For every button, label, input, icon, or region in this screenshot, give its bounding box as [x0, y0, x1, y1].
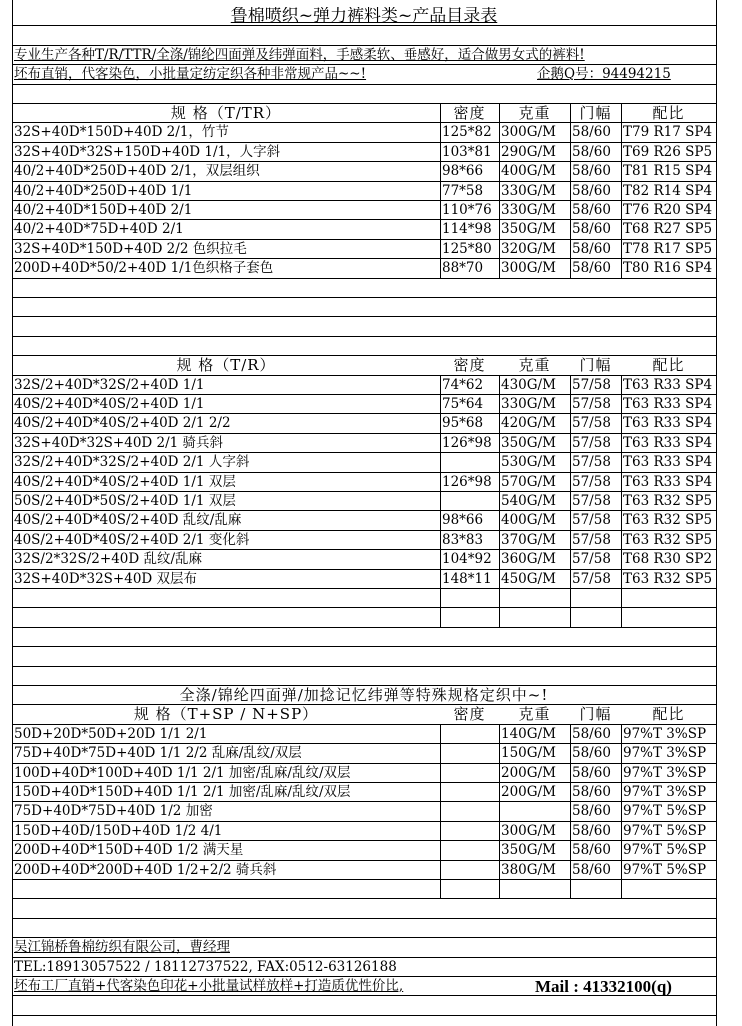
table-cell: 104*92 — [442, 551, 492, 567]
column-line — [440, 258, 441, 278]
column-line — [570, 860, 571, 879]
column-line — [570, 821, 571, 840]
table-cell: 58/60 — [572, 784, 611, 800]
column-line — [499, 782, 500, 801]
column-line — [499, 801, 500, 821]
footer-contact: TEL:18913057522 / 18112737522, FAX:0512-63126188 — [14, 959, 397, 975]
table-cell: 40/2+40D*75D+40D 2/1 — [14, 221, 184, 237]
table-cell: 40S/2+40D*40S/2+40D 1/1 双层 — [14, 474, 236, 490]
column-line — [621, 161, 622, 181]
row-line — [12, 1015, 716, 1016]
table-cell: T79 R17 SP4 — [623, 124, 713, 140]
column-line — [499, 724, 500, 743]
column-line — [440, 724, 441, 743]
column-line — [499, 200, 500, 219]
table-cell: 400G/M — [501, 163, 556, 179]
column-line — [499, 840, 500, 860]
table-cell: 77*58 — [442, 183, 484, 199]
column-header: 密度 — [453, 705, 486, 723]
table-cell: 40S/2+40D*40S/2+40D 乱纹/乱麻 — [14, 512, 242, 528]
table-cell: T68 R30 SP2 — [623, 551, 713, 567]
column-line — [570, 161, 571, 181]
column-line — [499, 860, 500, 879]
table-cell: 40/2+40D*250D+40D 1/1 — [14, 183, 193, 199]
table-cell: 58/60 — [572, 221, 611, 237]
table-cell: 200G/M — [501, 784, 556, 800]
table-cell: 50S/2+40D*50S/2+40D 1/1 双层 — [14, 493, 236, 509]
row-line — [12, 607, 716, 608]
table-cell: T81 R15 SP4 — [623, 163, 713, 179]
table-cell: 97%T 5%SP — [623, 803, 707, 819]
table-cell: 58/60 — [572, 803, 611, 819]
column-line — [570, 122, 571, 142]
column-header: 配比 — [652, 705, 685, 723]
column-line — [440, 569, 441, 588]
column-line — [621, 588, 622, 607]
column-header: 门幅 — [579, 104, 612, 122]
table-cell: 530G/M — [501, 454, 556, 470]
column-line — [440, 879, 441, 898]
column-header: 克重 — [518, 104, 551, 122]
table-cell: 57/58 — [572, 454, 611, 470]
column-line — [440, 530, 441, 549]
column-line — [621, 530, 622, 549]
table-cell: 57/58 — [572, 493, 611, 509]
table-cell: 450G/M — [501, 571, 556, 587]
column-header: 门幅 — [579, 356, 612, 374]
column-line — [499, 181, 500, 200]
table-cell: T82 R14 SP4 — [623, 183, 713, 199]
column-line — [440, 763, 441, 782]
column-line — [440, 821, 441, 840]
table-cell: 430G/M — [501, 377, 556, 393]
table-cell: 32S/2+40D*32S/2+40D 1/1 — [14, 377, 205, 393]
column-line — [621, 724, 622, 743]
table-cell: 32S+40D*32S+40D 2/1 骑兵斜 — [14, 435, 224, 451]
column-line — [499, 472, 500, 491]
row-line — [12, 898, 716, 899]
column-line — [440, 181, 441, 200]
row-line — [12, 84, 716, 85]
table-cell: 83*83 — [442, 532, 484, 548]
column-line — [621, 413, 622, 433]
table-cell: 58/60 — [572, 124, 611, 140]
table-cell: T63 R33 SP4 — [623, 415, 713, 431]
column-line — [499, 821, 500, 840]
column-line — [621, 122, 622, 142]
table-cell: T63 R33 SP4 — [623, 396, 713, 412]
column-line — [570, 782, 571, 801]
column-line — [570, 801, 571, 821]
column-line — [570, 510, 571, 530]
column-line — [440, 239, 441, 258]
table-cell: 75D+40D*75D+40D 1/2 加密 — [14, 803, 213, 819]
column-line — [499, 258, 500, 278]
table-cell: 57/58 — [572, 551, 611, 567]
column-line — [499, 491, 500, 510]
column-header: 克重 — [518, 356, 551, 374]
table-cell: 380G/M — [501, 862, 556, 878]
table-cell: 350G/M — [501, 221, 556, 237]
sheet-right-border — [716, 0, 717, 1026]
table-cell: 570G/M — [501, 474, 556, 490]
column-line — [440, 161, 441, 181]
column-line — [440, 782, 441, 801]
column-line — [570, 239, 571, 258]
table-cell: T63 R33 SP4 — [623, 377, 713, 393]
column-line — [570, 763, 571, 782]
table-cell: 57/58 — [572, 532, 611, 548]
column-line — [499, 413, 500, 433]
column-line — [440, 200, 441, 219]
column-line — [440, 375, 441, 394]
column-line — [621, 569, 622, 588]
column-header: 配比 — [652, 104, 685, 122]
column-line — [570, 549, 571, 569]
column-line — [570, 472, 571, 491]
column-line — [440, 103, 441, 122]
table-cell: 200D+40D*200D+40D 1/2+2/2 骑兵斜 — [14, 862, 277, 878]
table-cell: 97%T 5%SP — [623, 842, 707, 858]
table-cell: T63 R32 SP5 — [623, 532, 713, 548]
column-line — [570, 491, 571, 510]
column-line — [570, 840, 571, 860]
column-header: 密度 — [453, 104, 486, 122]
table-cell: 58/60 — [572, 765, 611, 781]
column-line — [621, 219, 622, 239]
column-line — [570, 743, 571, 763]
column-line — [570, 394, 571, 413]
column-line — [570, 879, 571, 898]
table-cell: 40/2+40D*250D+40D 2/1，双层组织 — [14, 163, 260, 179]
table-cell: 330G/M — [501, 202, 556, 218]
intro-qq: 企鹅Q号：94494215 — [537, 66, 671, 82]
table-cell: 97%T 3%SP — [623, 726, 707, 742]
table-cell: 58/60 — [572, 726, 611, 742]
table-cell: 75D+40D*75D+40D 1/1 2/2 乱麻/乱纹/双层 — [14, 745, 302, 761]
table-cell: 32S+40D*32S+40D 双层布 — [14, 571, 198, 587]
column-line — [440, 607, 441, 627]
table-cell: 200G/M — [501, 765, 556, 781]
column-line — [499, 219, 500, 239]
table-cell: T63 R32 SP5 — [623, 493, 713, 509]
column-line — [621, 840, 622, 860]
column-line — [440, 801, 441, 821]
column-line — [440, 142, 441, 161]
column-line — [440, 219, 441, 239]
row-line — [12, 316, 716, 317]
table-cell: 300G/M — [501, 823, 556, 839]
table-cell: 32S+40D*150D+40D 2/2 色织拉毛 — [14, 241, 247, 257]
column-line — [499, 569, 500, 588]
column-header: 克重 — [518, 705, 551, 723]
column-line — [621, 181, 622, 200]
row-line — [12, 627, 716, 628]
footer-slogan: 坯布工厂直销+代客染色印花+小批量试样放样+打造质优性价比, — [14, 978, 404, 994]
table-cell: 57/58 — [572, 435, 611, 451]
table-cell: 100D+40D*100D+40D 1/1 2/1 加密/乱麻/乱纹/双层 — [14, 765, 351, 781]
column-header: 门幅 — [579, 705, 612, 723]
column-line — [570, 142, 571, 161]
table-cell: 97%T 3%SP — [623, 784, 707, 800]
column-line — [621, 433, 622, 452]
table-cell: 350G/M — [501, 435, 556, 451]
column-line — [621, 821, 622, 840]
table-cell: 126*98 — [442, 474, 492, 490]
table-cell: 150D+40D/150D+40D 1/2 4/1 — [14, 823, 223, 839]
table-cell: 74*62 — [442, 377, 484, 393]
table-cell: 57/58 — [572, 396, 611, 412]
column-header: 规 格（T+SP / N+SP） — [133, 705, 319, 723]
column-line — [570, 103, 571, 122]
table-cell: 58/60 — [572, 260, 611, 276]
column-line — [621, 103, 622, 122]
intro-line-1: 专业生产各种T/R/TTR/全涤/锦纶四面弹及纬弹面料，手感柔软、垂感好，适合做男女式的裤料! — [14, 47, 585, 63]
table-cell: 98*66 — [442, 512, 484, 528]
table-cell: 58/60 — [572, 823, 611, 839]
column-line — [440, 452, 441, 472]
table-cell: 125*80 — [442, 241, 492, 257]
column-line — [621, 200, 622, 219]
sheet-left-border — [12, 0, 13, 1026]
table-cell: 300G/M — [501, 124, 556, 140]
column-line — [440, 510, 441, 530]
page-title: 鲁棉喷织~弹力裤料类~产品目录表 — [230, 7, 498, 26]
column-line — [570, 258, 571, 278]
column-line — [621, 510, 622, 530]
table-cell: 110*76 — [442, 202, 492, 218]
table-cell: 57/58 — [572, 415, 611, 431]
table-cell: T63 R33 SP4 — [623, 435, 713, 451]
column-line — [621, 743, 622, 763]
column-line — [570, 413, 571, 433]
column-line — [499, 452, 500, 472]
table-cell: 58/60 — [572, 862, 611, 878]
table-cell: 370G/M — [501, 532, 556, 548]
column-line — [621, 258, 622, 278]
column-line — [440, 472, 441, 491]
table-cell: 400G/M — [501, 512, 556, 528]
column-line — [570, 181, 571, 200]
table-cell: 320G/M — [501, 241, 556, 257]
table-cell: T63 R32 SP5 — [623, 571, 713, 587]
column-line — [570, 588, 571, 607]
table-cell: 57/58 — [572, 571, 611, 587]
table-cell: 150D+40D*150D+40D 1/1 2/1 加密/乱麻/乱纹/双层 — [14, 784, 351, 800]
table-cell: 140G/M — [501, 726, 556, 742]
table-cell: T68 R27 SP5 — [623, 221, 713, 237]
table-cell: 350G/M — [501, 842, 556, 858]
column-line — [621, 375, 622, 394]
table-cell: 330G/M — [501, 396, 556, 412]
column-line — [621, 763, 622, 782]
column-line — [440, 840, 441, 860]
table-cell: 58/60 — [572, 183, 611, 199]
row-line — [12, 918, 716, 919]
table-cell: 40/2+40D*150D+40D 2/1 — [14, 202, 193, 218]
column-line — [621, 142, 622, 161]
table-cell: 58/60 — [572, 202, 611, 218]
table-cell: 97%T 5%SP — [623, 862, 707, 878]
table-cell: 58/60 — [572, 144, 611, 160]
table-cell: 58/60 — [572, 163, 611, 179]
table-cell: T80 R16 SP4 — [623, 260, 713, 276]
column-line — [440, 433, 441, 452]
column-line — [570, 433, 571, 452]
column-line — [499, 375, 500, 394]
table-cell: 126*98 — [442, 435, 492, 451]
column-line — [499, 239, 500, 258]
table-cell: 330G/M — [501, 183, 556, 199]
row-line — [12, 336, 716, 337]
table-cell: T63 R33 SP4 — [623, 454, 713, 470]
column-line — [440, 860, 441, 879]
column-line — [570, 200, 571, 219]
column-line — [499, 103, 500, 122]
table-cell: T78 R17 SP5 — [623, 241, 713, 257]
table-cell: T63 R33 SP4 — [623, 474, 713, 490]
column-header: 配比 — [652, 356, 685, 374]
table-cell: 32S+40D*150D+40D 2/1，竹节 — [14, 124, 229, 140]
table-cell: 40S/2+40D*40S/2+40D 2/1 变化斜 — [14, 532, 250, 548]
table-cell: 40S/2+40D*40S/2+40D 1/1 — [14, 396, 205, 412]
column-line — [440, 394, 441, 413]
column-line — [570, 607, 571, 627]
column-line — [621, 607, 622, 627]
column-line — [499, 433, 500, 452]
table-cell: 290G/M — [501, 144, 556, 160]
column-line — [621, 879, 622, 898]
column-line — [621, 782, 622, 801]
table-cell: 57/58 — [572, 474, 611, 490]
table-cell: 32S/2+40D*32S/2+40D 2/1 人字斜 — [14, 454, 250, 470]
column-line — [570, 375, 571, 394]
table-cell: 98*66 — [442, 163, 484, 179]
column-line — [570, 530, 571, 549]
table-cell: 150G/M — [501, 745, 556, 761]
table-cell: 360G/M — [501, 551, 556, 567]
table-cell: T63 R32 SP5 — [623, 512, 713, 528]
column-line — [440, 122, 441, 142]
column-line — [499, 549, 500, 569]
table-cell: 57/58 — [572, 512, 611, 528]
column-line — [499, 122, 500, 142]
column-line — [440, 491, 441, 510]
table-cell: 88*70 — [442, 260, 484, 276]
table-cell: 97%T 3%SP — [623, 765, 707, 781]
table-cell: 57/58 — [572, 377, 611, 393]
table-cell: 103*81 — [442, 144, 492, 160]
footer-mail: Mail : 41332100(q) — [535, 977, 672, 996]
column-line — [499, 588, 500, 607]
row-line — [12, 297, 716, 298]
table-cell: 97%T 5%SP — [623, 823, 707, 839]
intro-line-2: 坯布直销，代客染色，小批量定纺定织各种非常规产品~~! — [14, 66, 367, 82]
column-line — [499, 161, 500, 181]
column-line — [499, 879, 500, 898]
row-line — [12, 666, 716, 667]
table-cell: 300G/M — [501, 260, 556, 276]
column-line — [570, 724, 571, 743]
column-header: 规 格（T/TR） — [170, 104, 282, 122]
table-cell: 58/60 — [572, 241, 611, 257]
column-line — [499, 763, 500, 782]
table-cell: 540G/M — [501, 493, 556, 509]
table-cell: T76 R20 SP4 — [623, 202, 713, 218]
table-cell: 58/60 — [572, 745, 611, 761]
table-cell: 200D+40D*150D+40D 1/2 满天星 — [14, 842, 244, 858]
column-line — [621, 491, 622, 510]
column-line — [621, 394, 622, 413]
table-cell: 420G/M — [501, 415, 556, 431]
column-header: 密度 — [453, 356, 486, 374]
column-line — [570, 452, 571, 472]
table-cell: 32S/2*32S/2+40D 乱纹/乱麻 — [14, 551, 203, 567]
table-cell: 200D+40D*50/2+40D 1/1色织格子套色 — [14, 260, 274, 276]
column-line — [621, 860, 622, 879]
column-line — [621, 472, 622, 491]
column-line — [499, 394, 500, 413]
column-line — [570, 219, 571, 239]
section-caption: 全涤/锦纶四面弹/加捻记忆纬弹等特殊规格定织中~! — [179, 686, 549, 704]
column-line — [621, 239, 622, 258]
column-header: 规 格（T/R） — [176, 356, 276, 374]
column-line — [570, 569, 571, 588]
column-line — [499, 743, 500, 763]
column-line — [621, 801, 622, 821]
column-line — [440, 413, 441, 433]
column-line — [499, 510, 500, 530]
table-cell: 125*82 — [442, 124, 492, 140]
table-cell: 32S+40D*32S+150D+40D 1/1，人字斜 — [14, 144, 281, 160]
table-cell: 40S/2+40D*40S/2+40D 2/1 2/2 — [14, 415, 231, 431]
column-line — [499, 530, 500, 549]
column-line — [440, 549, 441, 569]
table-cell: 50D+20D*50D+20D 1/1 2/1 — [14, 726, 208, 742]
row-line — [12, 278, 716, 279]
table-cell: 75*64 — [442, 396, 484, 412]
column-line — [621, 549, 622, 569]
column-line — [440, 588, 441, 607]
row-line — [12, 646, 716, 647]
footer-company: 吴江锦桥鲁棉纺织有限公司，曹经理 — [14, 939, 230, 955]
column-line — [499, 142, 500, 161]
table-cell: 114*98 — [442, 221, 492, 237]
column-line — [621, 452, 622, 472]
column-line — [440, 743, 441, 763]
table-cell: 58/60 — [572, 842, 611, 858]
table-cell: 95*68 — [442, 415, 484, 431]
column-line — [499, 607, 500, 627]
table-cell: T69 R26 SP5 — [623, 144, 713, 160]
table-cell: 97%T 3%SP — [623, 745, 707, 761]
table-cell: 148*11 — [442, 571, 492, 587]
